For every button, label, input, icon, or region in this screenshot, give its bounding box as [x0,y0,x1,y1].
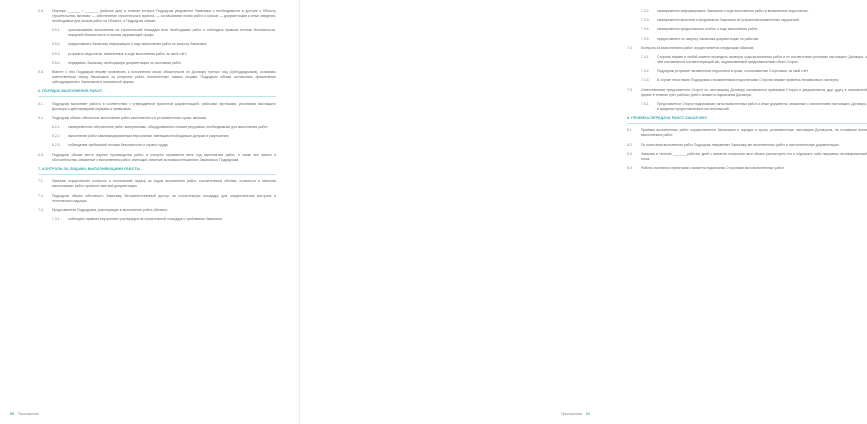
footer-label: Приложения [560,412,582,416]
clause-number: 8.4. [627,166,633,171]
clause-text: Представители Подрядчика, участвующие в выполнении работ, обязаны: [52,207,168,212]
clause-number: 6.2.2. [52,134,61,139]
clause [627,143,867,148]
clause [38,194,276,204]
clause-number: 6.3. [38,152,44,157]
clause-text: По окончании выполнения работ Подрядчик направляет Заказчику акт выполненных работ и исполнительную документацию. [641,142,840,147]
section-title: 8. ПРИЕМКА-ПЕРЕДАЧА РАБОТ ЗАКАЗЧИКУ [627,115,708,120]
section-divider [38,174,276,175]
clause-number: 7.4.2. [641,69,650,74]
left-page-footer [10,412,39,416]
clause-number: 8.1. [627,128,633,133]
subclause [38,125,276,130]
clause-text: Ответственные представители Сторон по настоящему Договору назначаются приказами Сторон и уведомляются друг другу в письменной форме в течение трёх рабочих дней с момента подписания Договора. [641,87,867,97]
clause-text: Подрядчик обязан вести журнал производства работ, в котором отражается весь ход выполнения работ, а также все факты и обстоятельства, связанные с выполнением работ, имеющие значение во взаимоотношениях Заказчика и Подрядчика. [52,152,276,162]
clause-number: 7.3. [38,207,44,212]
clause-text: передавать Заказчику необходимую документацию по окончании работ. [68,60,182,65]
clause [627,88,867,98]
section-divider [627,123,867,124]
clause-text: Заказчик осуществляет контроль и технический надзор за ходом выполнения работ, соответствием объёма, стоимости и качества выполняемых работ проектно-сметной документации. [52,179,276,189]
right-column [627,9,867,175]
right-page [300,0,867,424]
page-number: 51 [586,412,590,416]
clause-text: Представители Сторон подписывают акты выполненных работ и иные документы, связанные с исполнением настоящего Договора, в пределах предоставленных им полномочий. [657,101,867,111]
clause-number: 7.3.3. [641,18,650,23]
clause-text: своевременно информировать Заказчика о ходе выполнения работ и выявленных недостатках; [657,9,809,13]
clause-text: организовывать выполнение на строительной площадке всех необходимых работ и соблюдать правила техники безопасности, пожарной безопасности и охраны окружающей среды; [68,28,276,38]
clause-text: Работы считаются принятыми с момента подписания Сторонами акта выполненных работ. [641,166,785,171]
clause [38,9,276,24]
section-title: 7. КОНТРОЛЬ ЗА ЛИЦАМИ, ВЫПОЛНЯЮЩИМИ РАБОТЫ [38,166,141,171]
clause-text: Вместе с тем Подрядчик вправе привлекать к исполнению своих обязательств по Договору третьих лиц (субподрядчиков), оставаясь ответственным перед Заказчиком за результат работ, выполненных такими лицами. Подрядчик обязан согласовать привлечение субподрядчиков с Заказчиком в письменной форме. [52,69,276,84]
clause [627,166,867,171]
clause-text: соблюдение требований техники безопасности и охраны труда; [68,143,169,148]
left-column [38,9,276,226]
clause-number: 5.6. [38,69,44,74]
clause-number: 7.4.1. [641,54,650,59]
clause-number: 7.5.1. [641,101,650,106]
clause-number: 5.5.1. [52,28,61,33]
clause-number: 6.2.1. [52,125,61,130]
footer-label: Приложения [18,412,40,416]
subclause [627,102,867,112]
clause-number: 5.5. [38,9,44,13]
subclause [38,52,276,57]
subclause [38,61,276,66]
clause-number: 7.2. [38,193,44,198]
clause-text: своевременно выполнять предписания Заказчика об устранении выявленных нарушений; [657,18,800,23]
clause-number: 5.5.3. [52,51,61,56]
clause-number: 7.3.5. [641,36,650,41]
subclause [627,9,867,14]
clause-text: В случае несогласия Подрядчика с выявленными недостатками Стороны вправе привлечь независимого эксперта. [657,78,840,83]
clause [38,116,276,121]
clause-text: своевременно предоставлять отчёты о ходе выполнения работ; [657,27,759,32]
clause-number: 5.5.4. [52,60,61,65]
clause-number: 5.5.2. [52,42,61,47]
clause-text: предоставлять по запросу Заказчика документацию по работам. [657,36,759,41]
subclause [38,42,276,47]
clause [627,46,867,51]
subclause [627,69,867,74]
clause-text: предоставлять Заказчику информацию о ходе выполнения работ по запросу Заказчика; [68,42,207,47]
clause-number: 7.3.2. [641,9,650,13]
clause-number: 7.5. [627,87,633,92]
left-page [0,0,300,424]
clause-text: Приёмка выполненных работ осуществляется Заказчиком в порядке и сроки, установленные настоящим Договором, на основании актов выполненных работ. [641,128,867,138]
clause-text: Подрядчик обязан обеспечить Заказчику беспрепятственный доступ на строительную площадку для осуществления контроля и технического надзора. [52,193,276,203]
clause-number: 6.1. [38,101,44,106]
clause-text: Подрядчик обязан обеспечить выполнение работ качественно и в установленные сроки, включая: [52,115,208,120]
clause [627,128,867,138]
clause-text: устранять недостатки, выявленные в ходе выполнения работ, за свой счёт; [68,51,187,56]
subclause [627,78,867,83]
page-number: 50 [10,412,14,416]
clause-text: соблюдать правила внутреннего распорядка на строительной площадке и требования Заказчика. [68,217,223,221]
clause [38,179,276,189]
right-page-footer [561,412,590,416]
subclause [38,28,276,38]
section-title: 6. ПОРЯДОК ВЫПОЛНЕНИЯ РАБОТ [38,89,103,94]
clause-number: 8.2. [627,142,633,147]
subclause [627,18,867,23]
clause-text: Контроль за выполнением работ осуществляется следующим образом: [641,45,754,50]
clause-text: Стороны вправе в любой момент проводить проверку хода выполнения работ и их соответствия условиям настоящего Договора, о чём составляется соответствующий акт, подписываемый представителями обеих Сторон. [657,54,867,64]
clause-text: Подрядчик выполняет работы в соответствии с утвержденной проектной документацией, рабочими чертежами, условиями настоящего Договора и действующими нормами и правилами. [52,101,276,111]
subclause [38,143,276,148]
clause [38,70,276,85]
subclause [627,27,867,32]
clause-number: 7.1. [38,179,44,184]
clause-text: Платежи _______ / _______ (рабочие дни) в течение которых Подрядчик уведомляет Заказчика о необходимости в доступе к Объекту строительства, включая: — обеспечение строительного проекта; — согласование плана работ и сроков; — документацию и иные сведения, необходимые для начала работ на Объекте, и Подрядчик обязан: [52,9,276,23]
clause [38,208,276,213]
clause-number: 6.2.3. [52,143,61,148]
clause-number: 6.2. [38,115,44,120]
subclause [627,55,867,65]
clause-number: 7.3.1. [52,217,61,221]
clause-number: 8.3. [627,151,633,156]
clause-number: 7.3.4. [641,27,650,32]
clause-text: выполнение работ квалифицированным персоналом, имеющим необходимые допуски и разрешения; [68,134,230,139]
clause-number: 7.4. [627,45,633,50]
clause-text: Подрядчик устраняет выявленные недостатки в сроки, согласованные Сторонами, за свой счёт. [657,69,809,74]
clause [38,153,276,163]
subclause [38,217,276,222]
clause-text: Заказчик в течение _______ рабочих дней с момента получения акта обязан рассмотреть его и подписать либо направить мотивированный отказ. [641,151,867,161]
section-divider [38,96,276,97]
subclause [627,37,867,42]
subclause [38,134,276,139]
clause [627,152,867,162]
clause [38,102,276,112]
clause-text: своевременное обеспечение работ материалами, оборудованием и иными ресурсами, необходимыми для выполнения работ; [68,125,269,130]
clause-number: 7.4.3. [641,78,650,83]
